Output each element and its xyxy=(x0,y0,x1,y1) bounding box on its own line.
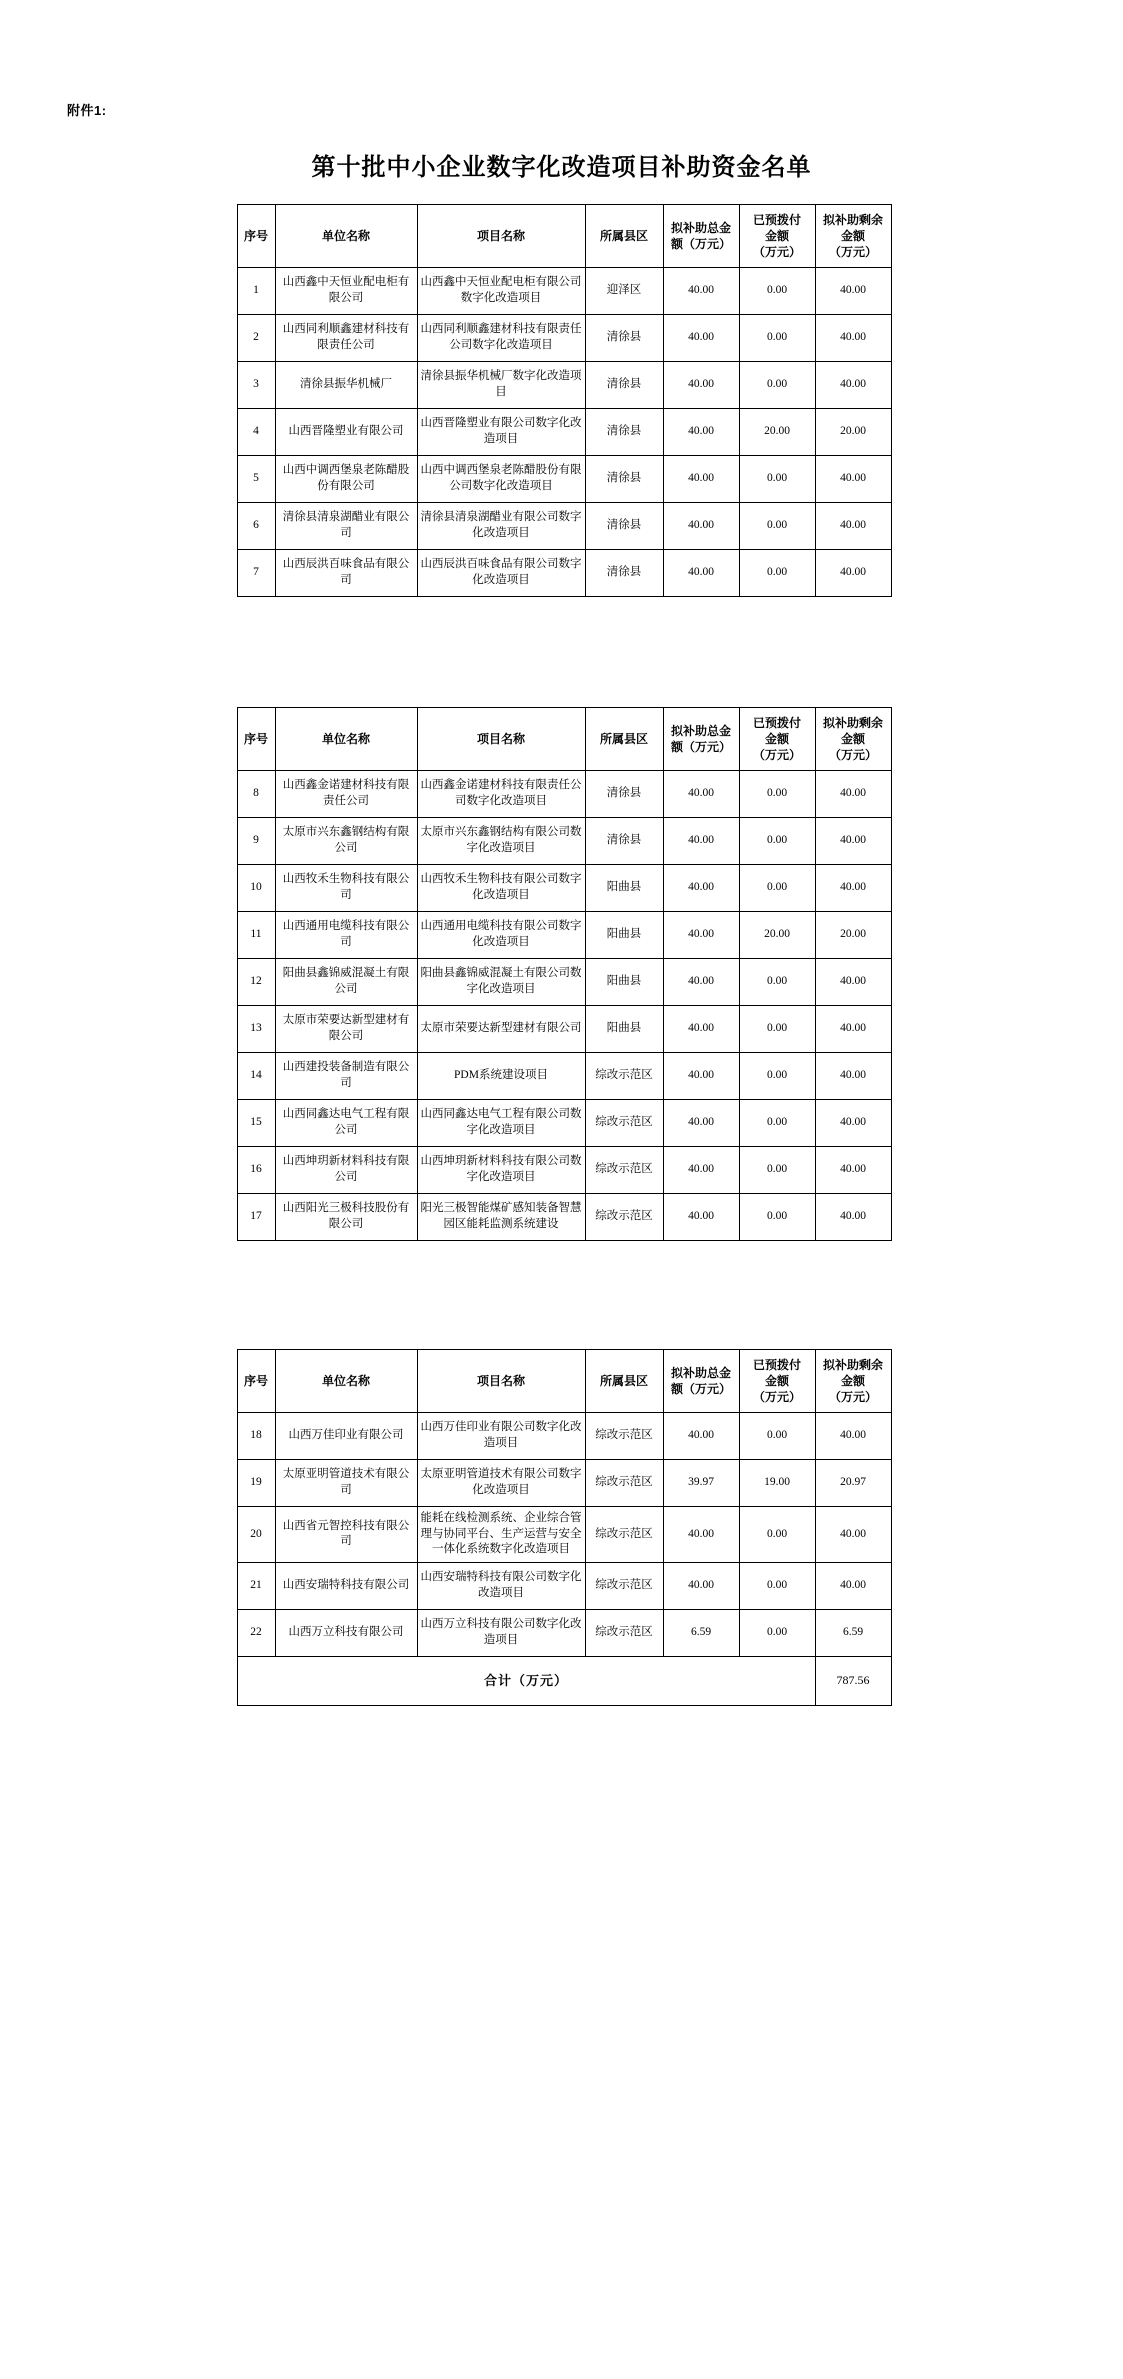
cell-project-name: 太原亚明管道技术有限公司数字化改造项目 xyxy=(417,1460,585,1507)
column-header-total: 拟补助总金 额（万元） xyxy=(663,205,739,268)
column-header-district: 所属县区 xyxy=(585,1350,663,1413)
column-header-paid: 已预拨付 金额 （万元） xyxy=(739,205,815,268)
cell-index: 5 xyxy=(237,456,275,503)
cell-district: 清徐县 xyxy=(585,315,663,362)
table-row xyxy=(237,1460,891,1507)
cell-unit-name: 山西建投装备制造有限公司 xyxy=(275,1053,417,1100)
cell-unit-name: 山西通用电缆科技有限公司 xyxy=(275,912,417,959)
column-header-project: 项目名称 xyxy=(417,1350,585,1413)
cell-index: 8 xyxy=(237,771,275,818)
cell-total-amount: 40.00 xyxy=(663,1053,739,1100)
page-title: 第十批中小企业数字化改造项目补助资金名单 xyxy=(311,155,812,181)
cell-total-amount: 40.00 xyxy=(663,1507,739,1563)
cell-left-amount: 20.00 xyxy=(815,409,891,456)
cell-total-amount: 40.00 xyxy=(663,1413,739,1460)
cell-unit-name: 山西阳光三极科技股份有限公司 xyxy=(275,1194,417,1241)
cell-index: 19 xyxy=(237,1460,275,1507)
cell-unit-name: 山西万立科技有限公司 xyxy=(275,1609,417,1656)
cell-district: 综改示范区 xyxy=(585,1562,663,1609)
column-header-total: 拟补助总金 额（万元） xyxy=(663,708,739,771)
table-header-row xyxy=(237,1350,891,1413)
cell-paid-amount: 0.00 xyxy=(739,315,815,362)
cell-project-name: 山西鑫金诺建材科技有限责任公司数字化改造项目 xyxy=(417,771,585,818)
cell-left-amount: 40.00 xyxy=(815,1053,891,1100)
table-row xyxy=(237,818,891,865)
cell-total-amount: 40.00 xyxy=(663,1194,739,1241)
cell-index: 12 xyxy=(237,959,275,1006)
cell-district: 清徐县 xyxy=(585,409,663,456)
cell-district: 阳曲县 xyxy=(585,1006,663,1053)
cell-district: 综改示范区 xyxy=(585,1100,663,1147)
table-row xyxy=(237,959,891,1006)
cell-project-name: 清徐县清泉湖醋业有限公司数字化改造项目 xyxy=(417,503,585,550)
column-header-unit: 单位名称 xyxy=(275,708,417,771)
cell-index: 16 xyxy=(237,1147,275,1194)
cell-unit-name: 阳曲县鑫锦威混凝土有限公司 xyxy=(275,959,417,1006)
cell-district: 综改示范区 xyxy=(585,1053,663,1100)
cell-index: 21 xyxy=(237,1562,275,1609)
cell-total-amount: 40.00 xyxy=(663,1100,739,1147)
cell-index: 3 xyxy=(237,362,275,409)
cell-paid-amount: 0.00 xyxy=(739,771,815,818)
column-header-project: 项目名称 xyxy=(417,205,585,268)
cell-district: 清徐县 xyxy=(585,362,663,409)
cell-paid-amount: 0.00 xyxy=(739,456,815,503)
cell-paid-amount: 0.00 xyxy=(739,1507,815,1563)
table-row xyxy=(237,1609,891,1656)
cell-project-name: 山西中调西堡泉老陈醋股份有限公司数字化改造项目 xyxy=(417,456,585,503)
cell-district: 综改示范区 xyxy=(585,1413,663,1460)
cell-project-name: 能耗在线检测系统、企业综合管理与协同平台、生产运营与安全一体化系统数字化改造项目 xyxy=(417,1507,585,1563)
cell-project-name: 山西安瑞特科技有限公司数字化改造项目 xyxy=(417,1562,585,1609)
column-header-total: 拟补助总金 额（万元） xyxy=(663,1350,739,1413)
cell-left-amount: 40.00 xyxy=(815,1100,891,1147)
cell-index: 2 xyxy=(237,315,275,362)
cell-paid-amount: 0.00 xyxy=(739,1413,815,1460)
cell-district: 综改示范区 xyxy=(585,1460,663,1507)
cell-district: 迎泽区 xyxy=(585,268,663,315)
cell-index: 11 xyxy=(237,912,275,959)
cell-district: 清徐县 xyxy=(585,818,663,865)
column-header-project: 项目名称 xyxy=(417,708,585,771)
table-row xyxy=(237,550,891,597)
cell-paid-amount: 0.00 xyxy=(739,818,815,865)
cell-paid-amount: 0.00 xyxy=(739,503,815,550)
total-label: 合计（万元） xyxy=(237,1656,815,1705)
section-gap-2 xyxy=(55,1241,1068,1349)
total-row xyxy=(237,1656,891,1705)
cell-district: 清徐县 xyxy=(585,456,663,503)
cell-unit-name: 山西安瑞特科技有限公司 xyxy=(275,1562,417,1609)
cell-total-amount: 40.00 xyxy=(663,268,739,315)
cell-total-amount: 40.00 xyxy=(663,503,739,550)
cell-total-amount: 40.00 xyxy=(663,550,739,597)
cell-left-amount: 40.00 xyxy=(815,362,891,409)
cell-paid-amount: 20.00 xyxy=(739,912,815,959)
cell-project-name: PDM系统建设项目 xyxy=(417,1053,585,1100)
cell-index: 10 xyxy=(237,865,275,912)
cell-left-amount: 40.00 xyxy=(815,818,891,865)
cell-project-name: 山西万立科技有限公司数字化改造项目 xyxy=(417,1609,585,1656)
cell-project-name: 山西坤玥新材料科技有限公司数字化改造项目 xyxy=(417,1147,585,1194)
cell-total-amount: 40.00 xyxy=(663,409,739,456)
table-body-3 xyxy=(237,1413,891,1657)
cell-district: 清徐县 xyxy=(585,550,663,597)
table-row xyxy=(237,1507,891,1563)
cell-project-name: 太原市兴东鑫钢结构有限公司数字化改造项目 xyxy=(417,818,585,865)
cell-total-amount: 40.00 xyxy=(663,912,739,959)
cell-paid-amount: 19.00 xyxy=(739,1460,815,1507)
cell-district: 综改示范区 xyxy=(585,1507,663,1563)
table-block-2 xyxy=(237,707,887,1241)
table-header-row xyxy=(237,205,891,268)
cell-left-amount: 40.00 xyxy=(815,1194,891,1241)
cell-district: 清徐县 xyxy=(585,771,663,818)
cell-total-amount: 40.00 xyxy=(663,771,739,818)
table-block-1 xyxy=(237,204,887,597)
table-row xyxy=(237,865,891,912)
table-header-row xyxy=(237,708,891,771)
cell-unit-name: 山西同鑫达电气工程有限公司 xyxy=(275,1100,417,1147)
cell-unit-name: 山西牧禾生物科技有限公司 xyxy=(275,865,417,912)
cell-paid-amount: 20.00 xyxy=(739,409,815,456)
table-body-1 xyxy=(237,268,891,597)
cell-left-amount: 40.00 xyxy=(815,771,891,818)
column-header-paid: 已预拨付 金额 （万元） xyxy=(739,708,815,771)
cell-left-amount: 40.00 xyxy=(815,456,891,503)
table-row xyxy=(237,1562,891,1609)
table-row xyxy=(237,1147,891,1194)
column-header-index: 序号 xyxy=(237,205,275,268)
cell-left-amount: 40.00 xyxy=(815,865,891,912)
cell-paid-amount: 0.00 xyxy=(739,268,815,315)
cell-left-amount: 40.00 xyxy=(815,1562,891,1609)
table-row xyxy=(237,456,891,503)
subsidy-table-3 xyxy=(237,1349,892,1706)
cell-index: 4 xyxy=(237,409,275,456)
cell-project-name: 清徐县振华机械厂数字化改造项目 xyxy=(417,362,585,409)
cell-index: 20 xyxy=(237,1507,275,1563)
cell-unit-name: 山西坤玥新材料科技有限公司 xyxy=(275,1147,417,1194)
cell-unit-name: 山西辰洪百味食品有限公司 xyxy=(275,550,417,597)
cell-district: 阳曲县 xyxy=(585,912,663,959)
table-footer xyxy=(237,1656,891,1705)
cell-left-amount: 40.00 xyxy=(815,959,891,1006)
cell-index: 13 xyxy=(237,1006,275,1053)
column-header-unit: 单位名称 xyxy=(275,1350,417,1413)
cell-unit-name: 山西晋隆塑业有限公司 xyxy=(275,409,417,456)
table-row xyxy=(237,1100,891,1147)
cell-total-amount: 40.00 xyxy=(663,456,739,503)
cell-project-name: 山西牧禾生物科技有限公司数字化改造项目 xyxy=(417,865,585,912)
cell-paid-amount: 0.00 xyxy=(739,1194,815,1241)
cell-project-name: 阳光三极智能煤矿感知装备智慧园区能耗监测系统建设 xyxy=(417,1194,585,1241)
section-gap-1 xyxy=(55,597,1068,707)
cell-left-amount: 20.97 xyxy=(815,1460,891,1507)
total-value: 787.56 xyxy=(815,1656,891,1705)
cell-unit-name: 太原市荣要达新型建材有限公司 xyxy=(275,1006,417,1053)
column-header-index: 序号 xyxy=(237,1350,275,1413)
subsidy-table-1 xyxy=(237,204,892,597)
cell-district: 综改示范区 xyxy=(585,1194,663,1241)
cell-total-amount: 6.59 xyxy=(663,1609,739,1656)
cell-total-amount: 40.00 xyxy=(663,1006,739,1053)
cell-district: 阳曲县 xyxy=(585,959,663,1006)
cell-unit-name: 山西鑫金诺建材科技有限责任公司 xyxy=(275,771,417,818)
cell-paid-amount: 0.00 xyxy=(739,1562,815,1609)
cell-unit-name: 山西鑫中天恒业配电柜有限公司 xyxy=(275,268,417,315)
column-header-district: 所属县区 xyxy=(585,205,663,268)
cell-unit-name: 清徐县清泉湖醋业有限公司 xyxy=(275,503,417,550)
cell-index: 6 xyxy=(237,503,275,550)
cell-project-name: 山西万佳印业有限公司数字化改造项目 xyxy=(417,1413,585,1460)
cell-unit-name: 山西中调西堡泉老陈醋股份有限公司 xyxy=(275,456,417,503)
table-row xyxy=(237,771,891,818)
cell-paid-amount: 0.00 xyxy=(739,1609,815,1656)
attachment-label: 附件1: xyxy=(67,103,107,118)
cell-district: 综改示范区 xyxy=(585,1147,663,1194)
cell-left-amount: 40.00 xyxy=(815,1413,891,1460)
cell-paid-amount: 0.00 xyxy=(739,1053,815,1100)
table-body-2 xyxy=(237,771,891,1241)
column-header-left: 拟补助剩余 金额 （万元） xyxy=(815,205,891,268)
cell-index: 14 xyxy=(237,1053,275,1100)
cell-project-name: 太原市荣要达新型建材有限公司 xyxy=(417,1006,585,1053)
cell-index: 1 xyxy=(237,268,275,315)
cell-unit-name: 清徐县振华机械厂 xyxy=(275,362,417,409)
cell-total-amount: 40.00 xyxy=(663,818,739,865)
cell-district: 综改示范区 xyxy=(585,1609,663,1656)
cell-left-amount: 20.00 xyxy=(815,912,891,959)
cell-paid-amount: 0.00 xyxy=(739,959,815,1006)
cell-left-amount: 40.00 xyxy=(815,315,891,362)
cell-left-amount: 40.00 xyxy=(815,1006,891,1053)
column-header-index: 序号 xyxy=(237,708,275,771)
column-header-left: 拟补助剩余 金额 （万元） xyxy=(815,708,891,771)
table-row xyxy=(237,1194,891,1241)
cell-left-amount: 6.59 xyxy=(815,1609,891,1656)
table-row xyxy=(237,315,891,362)
cell-total-amount: 40.00 xyxy=(663,315,739,362)
cell-left-amount: 40.00 xyxy=(815,1507,891,1563)
cell-index: 9 xyxy=(237,818,275,865)
cell-paid-amount: 0.00 xyxy=(739,1147,815,1194)
cell-index: 18 xyxy=(237,1413,275,1460)
cell-project-name: 山西晋隆塑业有限公司数字化改造项目 xyxy=(417,409,585,456)
cell-project-name: 山西鑫中天恒业配电柜有限公司数字化改造项目 xyxy=(417,268,585,315)
cell-left-amount: 40.00 xyxy=(815,1147,891,1194)
cell-unit-name: 山西同利顺鑫建材科技有限责任公司 xyxy=(275,315,417,362)
cell-index: 7 xyxy=(237,550,275,597)
cell-total-amount: 39.97 xyxy=(663,1460,739,1507)
column-header-district: 所属县区 xyxy=(585,708,663,771)
column-header-left: 拟补助剩余 金额 （万元） xyxy=(815,1350,891,1413)
table-row xyxy=(237,409,891,456)
cell-unit-name: 山西万佳印业有限公司 xyxy=(275,1413,417,1460)
cell-paid-amount: 0.00 xyxy=(739,865,815,912)
cell-unit-name: 太原亚明管道技术有限公司 xyxy=(275,1460,417,1507)
cell-left-amount: 40.00 xyxy=(815,503,891,550)
table-row xyxy=(237,1413,891,1460)
cell-unit-name: 山西省元智控科技有限公司 xyxy=(275,1507,417,1563)
cell-district: 清徐县 xyxy=(585,503,663,550)
cell-paid-amount: 0.00 xyxy=(739,362,815,409)
table-row xyxy=(237,503,891,550)
cell-index: 15 xyxy=(237,1100,275,1147)
cell-index: 22 xyxy=(237,1609,275,1656)
cell-total-amount: 40.00 xyxy=(663,959,739,1006)
table-row xyxy=(237,268,891,315)
cell-paid-amount: 0.00 xyxy=(739,1006,815,1053)
cell-project-name: 山西辰洪百味食品有限公司数字化改造项目 xyxy=(417,550,585,597)
cell-paid-amount: 0.00 xyxy=(739,1100,815,1147)
cell-total-amount: 40.00 xyxy=(663,1147,739,1194)
cell-project-name: 山西通用电缆科技有限公司数字化改造项目 xyxy=(417,912,585,959)
cell-index: 17 xyxy=(237,1194,275,1241)
cell-paid-amount: 0.00 xyxy=(739,550,815,597)
cell-total-amount: 40.00 xyxy=(663,362,739,409)
table-row xyxy=(237,1006,891,1053)
table-block-3 xyxy=(237,1349,887,1706)
column-header-paid: 已预拨付 金额 （万元） xyxy=(739,1350,815,1413)
table-row xyxy=(237,362,891,409)
cell-project-name: 阳曲县鑫锦威混凝土有限公司数字化改造项目 xyxy=(417,959,585,1006)
cell-district: 阳曲县 xyxy=(585,865,663,912)
cell-total-amount: 40.00 xyxy=(663,865,739,912)
subsidy-table-2 xyxy=(237,707,892,1241)
cell-project-name: 山西同鑫达电气工程有限公司数字化改造项目 xyxy=(417,1100,585,1147)
table-row xyxy=(237,912,891,959)
cell-left-amount: 40.00 xyxy=(815,550,891,597)
cell-left-amount: 40.00 xyxy=(815,268,891,315)
cell-total-amount: 40.00 xyxy=(663,1562,739,1609)
cell-unit-name: 太原市兴东鑫钢结构有限公司 xyxy=(275,818,417,865)
column-header-unit: 单位名称 xyxy=(275,205,417,268)
table-row xyxy=(237,1053,891,1100)
cell-project-name: 山西同利顺鑫建材科技有限责任公司数字化改造项目 xyxy=(417,315,585,362)
